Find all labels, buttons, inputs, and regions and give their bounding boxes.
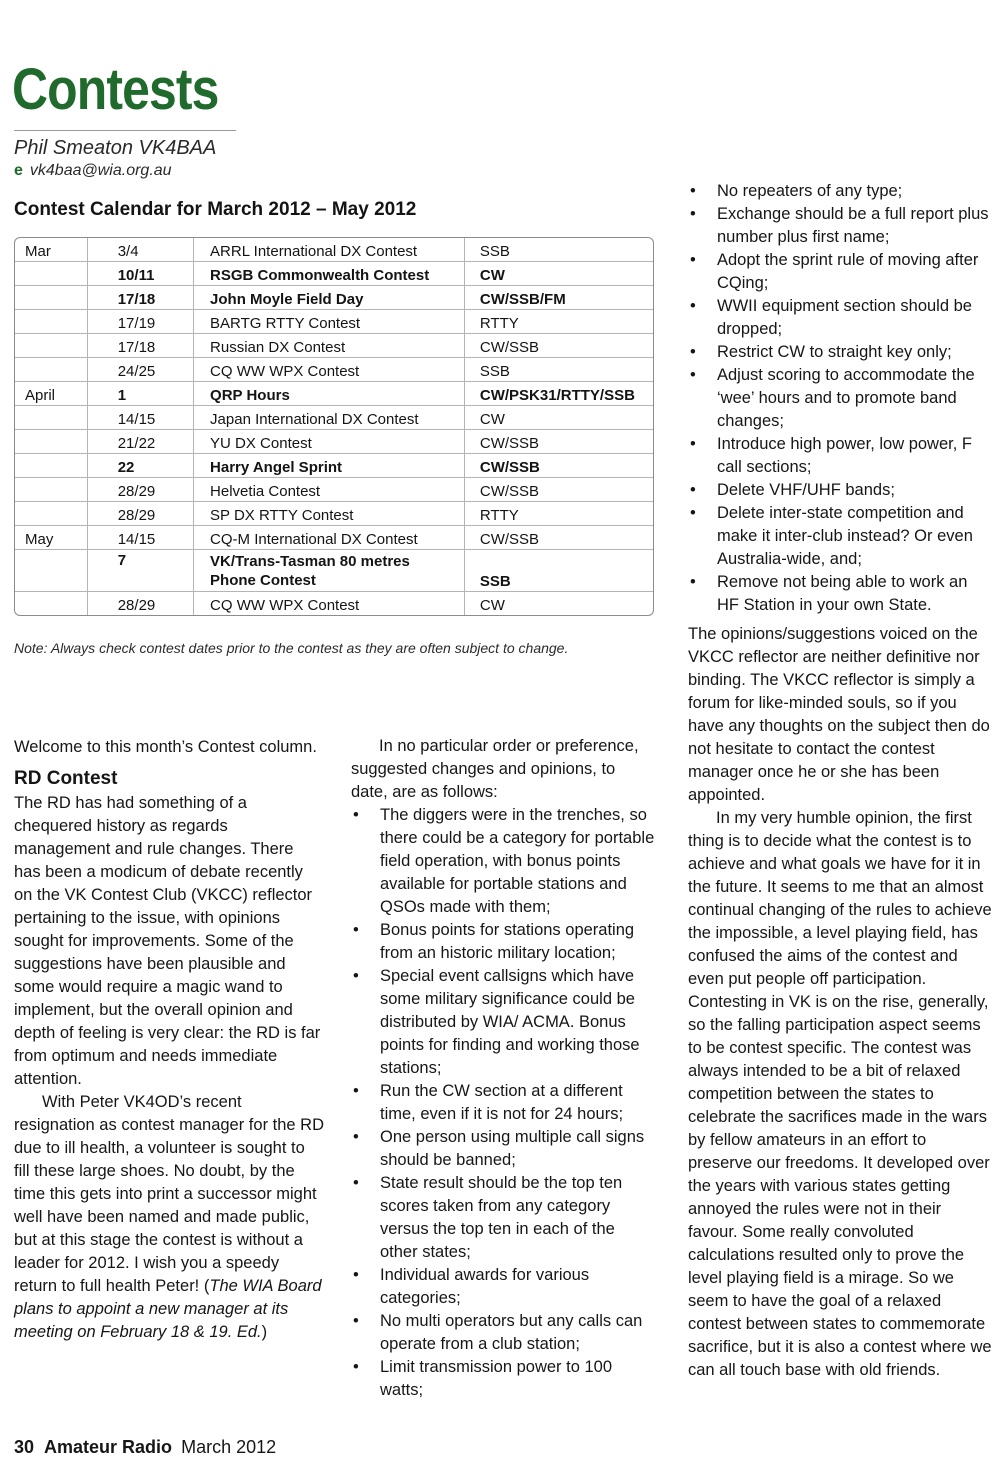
dates-cell: 10/11 (87, 262, 193, 286)
dates-cell: 17/18 (87, 334, 193, 358)
month-cell: May (15, 526, 87, 550)
editor-note: The WIA Board plans to appoint a new manager at its meeting on February 18 & 19. Ed. (14, 1277, 322, 1341)
list-item: • WWII equipment section should be dropped; (688, 295, 992, 341)
month-cell (15, 550, 87, 592)
page-number: 30 (14, 1437, 35, 1457)
list-item: • The diggers were in the trenches, so there could be a category for portable field operation, with bonus points available for portable stations and QSOs made with them; (351, 804, 656, 919)
paragraph: In my very humble opinion, the first thing is to decide what the contest is to achieve and what goals we have for it in the future. It seems to me that an almost continual changing of the rules to achieve the impossible, a level playing field, has confused the aims of the contest and even put people off participation. Contesting in VK is on the rise, generally, so the falling participation aspect seems to be contest specific. The contest was always intended to be a bit of relaxed competition between the states to celebrate the sacrifices made in the wars by fellow amateurs in an effort to preserve our freedoms. It developed over the years with various states getting annoyed the rules were not in their favour. Some really convoluted calculations resulted only to prove the level playing field is a mirage. So we seem to have the goal of a relaxed contest between states to commemorate sacrifice, but it is also a contest where we can all touch base with old friends. (688, 809, 992, 1379)
mode-cell: RTTY (464, 502, 653, 526)
paragraph-text: ) (261, 1323, 268, 1341)
dates-cell: 3/4 (87, 238, 193, 262)
table-row (15, 478, 653, 502)
subheading-rd-contest: RD Contest (14, 768, 118, 789)
month-cell (15, 334, 87, 358)
mode-cell: CW (464, 262, 653, 286)
author-email: vk4baa@wia.org.au (29, 162, 172, 179)
calendar-note: Note: Always check contest dates prior to the contest as they are often subject to change. (14, 640, 569, 656)
table-row (15, 262, 653, 286)
dates-cell: 21/22 (87, 430, 193, 454)
list-item: • Run the CW section at a different time, even if it is not for 24 hours; (351, 1080, 656, 1126)
contest-cell (194, 550, 465, 592)
list-item: • One person using multiple call signs should be banned; (351, 1126, 656, 1172)
table-row (15, 382, 653, 406)
month-cell: April (15, 382, 87, 406)
article-column-3 (688, 180, 992, 1382)
magazine-name: Amateur Radio (44, 1437, 173, 1457)
suggestion-list-continued (688, 180, 992, 617)
month-cell (15, 310, 87, 334)
section-title: Contests (12, 57, 219, 122)
contest-cell: John Moyle Field Day (194, 286, 465, 310)
mode-cell: SSB (464, 238, 653, 262)
dates-cell: 1 (87, 382, 193, 406)
mode-cell: SSB (464, 550, 653, 592)
dates-cell: 17/19 (87, 310, 193, 334)
list-item: • Adopt the sprint rule of moving after CQing; (688, 249, 992, 295)
author-name: Phil Smeaton VK4BAA (14, 137, 217, 159)
paragraph-text: With Peter VK4OD’s recent resignation as contest manager for the RD due to ill health, a volunteer is sought to fill these large shoes. No doubt, by the time this gets into print a successor might well have been named and made public, but at this stage the contest is without a leader for 2012. I wish you a speedy return to full health Peter! ( (14, 1093, 324, 1295)
list-item: • Special event callsigns which have some military significance could be distributed by WIA/ ACMA. Bonus points for finding and working those stations; (351, 965, 656, 1080)
month-cell (15, 592, 87, 616)
contest-cell: BARTG RTTY Contest (194, 310, 465, 334)
intro-paragraph: Welcome to this month’s Contest column. (14, 738, 317, 756)
list-item: • Limit transmission power to 100 watts; (351, 1356, 656, 1402)
contest-name-line: Phone Contest (210, 572, 316, 589)
list-item: • Introduce high power, low power, F call sections; (688, 433, 992, 479)
list-item: • Delete VHF/UHF bands; (688, 479, 992, 502)
table-row (15, 286, 653, 310)
calendar-title: Contest Calendar for March 2012 – May 2012 (14, 199, 417, 220)
list-item: • Individual awards for various categories; (351, 1264, 656, 1310)
mode-cell: CW (464, 592, 653, 616)
table-row (15, 430, 653, 454)
table-row (15, 238, 653, 262)
contest-cell: Harry Angel Sprint (194, 454, 465, 478)
article-column-1 (14, 736, 324, 1344)
mode-cell: CW (464, 406, 653, 430)
dates-cell: 7 (87, 550, 193, 592)
paragraph (14, 1091, 324, 1344)
contest-cell: CQ WW WPX Contest (194, 358, 465, 382)
title-divider (14, 130, 236, 131)
month-cell (15, 430, 87, 454)
paragraph: In no particular order or preference, suggested changes and opinions, to date, are as follows: (351, 737, 639, 801)
list-item: • Delete inter-state competition and make it inter-club instead? Or even Australia-wide, and; (688, 502, 992, 571)
list-item: • Restrict CW to straight key only; (688, 341, 992, 364)
dates-cell: 17/18 (87, 286, 193, 310)
mode-cell: CW/PSK31/RTTY/SSB (464, 382, 653, 406)
contest-cell: Japan International DX Contest (194, 406, 465, 430)
contest-cell: RSGB Commonwealth Contest (194, 262, 465, 286)
month-cell (15, 454, 87, 478)
table-row (15, 358, 653, 382)
contest-calendar-table (14, 237, 654, 616)
list-item: • Bonus points for stations operating from an historic military location; (351, 919, 656, 965)
mode-cell: CW/SSB (464, 430, 653, 454)
list-item: • Remove not being able to work an HF Station in your own State. (688, 571, 992, 617)
dates-cell: 14/15 (87, 406, 193, 430)
dates-cell: 28/29 (87, 592, 193, 616)
contest-cell: ARRL International DX Contest (194, 238, 465, 262)
table-row (15, 334, 653, 358)
list-item: • Exchange should be a full report plus number plus first name; (688, 203, 992, 249)
dates-cell: 28/29 (87, 478, 193, 502)
dates-cell: 24/25 (87, 358, 193, 382)
contest-cell: CQ-M International DX Contest (194, 526, 465, 550)
dates-cell: 28/29 (87, 502, 193, 526)
table-row (15, 592, 653, 616)
paragraph: The opinions/suggestions voiced on the VKCC reflector are neither definitive nor binding. The VKCC reflector is simply a forum for like-minded souls, so if you have any thoughts on the subject then do not hesitate to contact the contest manager once he or she has been appointed. (688, 625, 990, 804)
mode-cell: CW/SSB (464, 526, 653, 550)
paragraph: The RD has had something of a chequered history as regards management and rule changes. There has been a modicum of debate recently on the VK Contest Club (VKCC) reflector pertaining to the issue, with opinions sought for improvements. Some of the suggestions have been plausible and some would require a magic wand to implement, but the overall opinion and depth of feeling is very clear: the RD is far from optimum and needs immediate attention. (14, 794, 321, 1088)
mode-cell: SSB (464, 358, 653, 382)
month-cell (15, 262, 87, 286)
list-item: • No repeaters of any type; (688, 180, 992, 203)
table-row (15, 454, 653, 478)
month-cell (15, 286, 87, 310)
mode-cell: CW/SSB (464, 478, 653, 502)
email-label: e (14, 162, 23, 179)
month-cell (15, 478, 87, 502)
contest-cell: YU DX Contest (194, 430, 465, 454)
dates-cell: 14/15 (87, 526, 193, 550)
contest-name-line: VK/Trans-Tasman 80 metres (210, 553, 410, 570)
table-row (15, 550, 653, 592)
contest-cell: SP DX RTTY Contest (194, 502, 465, 526)
contest-cell: Russian DX Contest (194, 334, 465, 358)
month-cell (15, 406, 87, 430)
issue-date: March 2012 (181, 1437, 277, 1457)
table-row (15, 310, 653, 334)
table-row (15, 406, 653, 430)
month-cell (15, 502, 87, 526)
page-footer (14, 1437, 276, 1458)
contest-cell: Helvetia Contest (194, 478, 465, 502)
month-cell (15, 358, 87, 382)
article-column-2 (351, 735, 656, 1402)
mode-cell: CW/SSB (464, 454, 653, 478)
list-item: • No multi operators but any calls can operate from a club station; (351, 1310, 656, 1356)
table-row (15, 502, 653, 526)
contest-cell: CQ WW WPX Contest (194, 592, 465, 616)
mode-cell: CW/SSB (464, 334, 653, 358)
suggestion-list (351, 804, 656, 1402)
table-row (15, 526, 653, 550)
month-cell: Mar (15, 238, 87, 262)
contest-cell: QRP Hours (194, 382, 465, 406)
dates-cell: 22 (87, 454, 193, 478)
list-item: • State result should be the top ten scores taken from any category versus the top ten in each of the other states; (351, 1172, 656, 1264)
author-email-line (14, 162, 172, 180)
mode-cell: CW/SSB/FM (464, 286, 653, 310)
mode-cell: RTTY (464, 310, 653, 334)
list-item: • Adjust scoring to accommodate the ‘wee’ hours and to promote band changes; (688, 364, 992, 433)
